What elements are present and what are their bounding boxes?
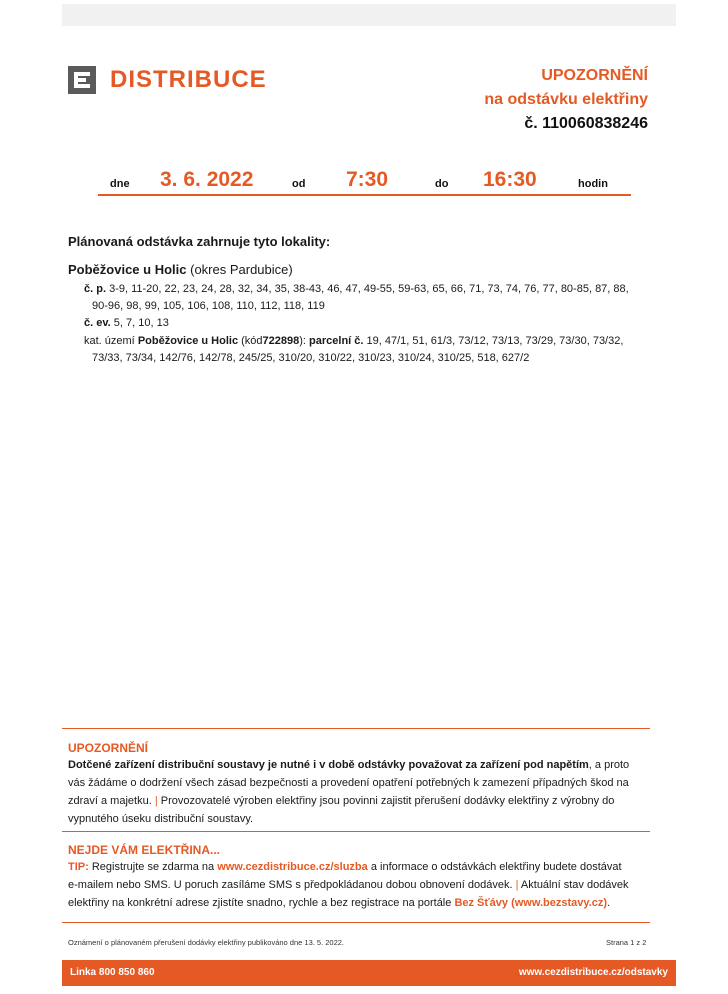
tip-line1b: a informace o odstávkách elektřiny budete dostávat [370, 861, 622, 873]
notice-title: UPOZORNĚNÍ [541, 67, 648, 84]
notice-number: č. 110060838246 [524, 115, 648, 132]
divider-top [62, 728, 650, 729]
outage-from: 7:30 [346, 168, 389, 191]
cp-line2: 90-96, 98, 99, 105, 106, 108, 110, 112, 118, 119 [92, 300, 325, 312]
to-label: do [435, 178, 449, 190]
cez-logo-icon [68, 66, 96, 94]
from-label: od [292, 178, 306, 190]
warning-line2: vás žádáme o dodržení všech zásad bezpečnosti a provedení opatření potřebných k zamezení případných škod na [68, 777, 629, 789]
brand-logo [68, 66, 267, 94]
localities-title: Plánovaná odstávka zahrnuje tyto lokality: [68, 234, 331, 249]
tip-link-sluzba[interactable]: www.cezdistribuce.cz/sluzba [217, 861, 368, 873]
published-note: Oznámení o plánovaném přerušení dodávky elektřiny publikováno dne 13. 5. 2022. [68, 938, 345, 947]
outage-date: 3. 6. 2022 [160, 168, 254, 191]
parcel-line1: 19, 47/1, 51, 61/3, 73/12, 73/13, 73/29, 73/30, 73/32, [366, 335, 624, 347]
ce-label: č. ev. [84, 317, 111, 329]
kat-code: 722898 [262, 335, 300, 347]
notice-header [484, 64, 648, 136]
warning-text [68, 756, 654, 828]
tip-label: TIP: [68, 861, 89, 873]
date-label: dne [110, 178, 130, 190]
tip-line2a: e-mailem nebo SMS. U poruch zasíláme SMS s předpokládanou dobou obnovení dodávek. [68, 879, 513, 891]
house-numbers [84, 281, 654, 315]
warning-line1-rest: , a proto [588, 759, 630, 771]
tip-text [68, 858, 654, 912]
page-number: Strana 1 z 2 [606, 938, 647, 947]
evidence-numbers [84, 315, 654, 332]
warning-line3a: zdraví a majetku. [68, 795, 152, 807]
warning-separator: | [154, 795, 158, 807]
warning-line3b: Provozovatelé výroben elektřiny jsou povinni zajistit přerušení dodávky elektřiny z výrobny do [160, 795, 615, 807]
kat-prefix: kat. území [84, 335, 135, 347]
notice-subtitle: na odstávku elektřiny [484, 91, 648, 108]
kat-code-prefix: (kód [241, 335, 263, 347]
place-district: (okres Pardubice) [190, 262, 293, 277]
ce-values: 5, 7, 10, 13 [113, 317, 169, 329]
cadastral-parcels [84, 333, 654, 367]
hotline[interactable]: Linka 800 850 860 [70, 967, 155, 978]
tip-line1a: Registrujte se zdarma na [91, 861, 215, 873]
warning-title: UPOZORNĚNÍ [68, 741, 149, 755]
tip-link-bezstavy-url[interactable]: (www.bezstavy.cz) [511, 897, 608, 909]
tip-title: NEJDE VÁM ELEKTŘINA... [68, 843, 221, 857]
footer-bar [62, 960, 676, 986]
locality-name [68, 262, 293, 277]
viewer-top-strip [62, 4, 676, 26]
cp-label: č. p. [84, 283, 107, 295]
brand-name: DISTRIBUCE [110, 66, 267, 93]
tip-line3a: elektřiny na konkrétní adrese zjistíte snadno, rychle a bez registrace na portále [68, 897, 452, 909]
tip-line3-end: . [607, 897, 611, 909]
tip-line2b: Aktuální stav dodávek [520, 879, 629, 891]
warning-bold: Dotčené zařízení distribuční soustavy je nutné i v době odstávky považovat za zařízení pod napětím [68, 759, 589, 771]
tip-separator: | [515, 879, 519, 891]
warning-line4: vypnutého úseku distribuční soustavy. [68, 813, 254, 825]
parcel-label: parcelní č. [309, 335, 364, 347]
footer-url[interactable]: www.cezdistribuce.cz/odstavky [518, 967, 668, 978]
kat-code-suffix: ): [299, 335, 306, 347]
cp-line1: 3-9, 11-20, 22, 23, 24, 28, 32, 34, 35, 38-43, 46, 47, 49-55, 59-63, 65, 66, 71, 73, 74, 76, 77, 80-85, 87, 88, [109, 283, 629, 295]
outage-to: 16:30 [483, 168, 537, 191]
kat-name: Poběžovice u Holic [137, 335, 239, 347]
divider-bottom [62, 922, 650, 923]
unit-label: hodin [578, 178, 608, 190]
parcel-line2: 73/33, 73/34, 142/76, 142/78, 245/25, 310/20, 310/22, 310/23, 310/24, 310/25, 518, 627/2 [92, 352, 530, 364]
outage-schedule [98, 166, 631, 196]
tip-link-bezstavy-name[interactable]: Bez Šťávy [454, 897, 509, 909]
place-name: Poběžovice u Holic [68, 262, 187, 277]
divider-middle [62, 831, 650, 832]
